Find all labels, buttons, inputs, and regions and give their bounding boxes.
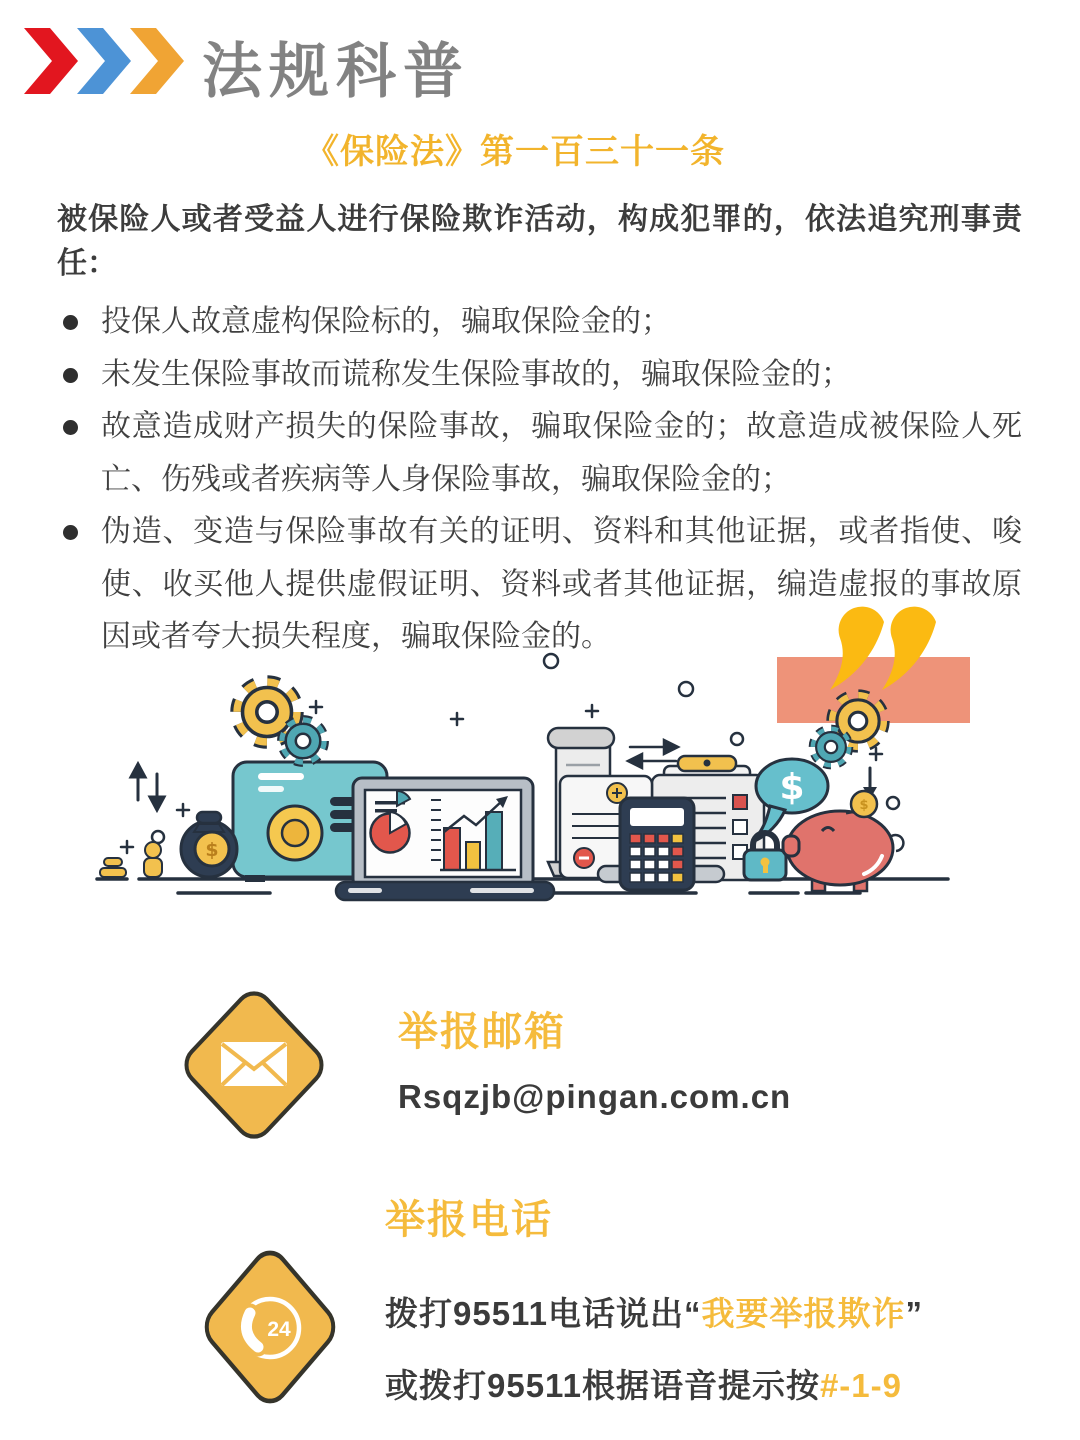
finance-illustration bbox=[88, 592, 990, 940]
laptop-chart-icon bbox=[336, 778, 554, 900]
phone-instruction-line1 bbox=[385, 1288, 923, 1335]
up-down-arrows-icon bbox=[131, 764, 164, 810]
page-title: 法规科普 bbox=[202, 38, 470, 105]
bullet-item: 伪造、变造与保险事故有关的证明、资料和其他证据，或者指使、唆使、收买他人提供虚假证明、资料或者其他证据，编造虚报的事故原因或者夸大损失程度，骗取保险金的。 bbox=[57, 506, 1022, 664]
envelope-icon bbox=[220, 1041, 288, 1087]
law-article-subtitle: 《保险法》第一百三十一条 bbox=[305, 133, 725, 171]
line2-prefix: 或拨打95511根据语音提示按 bbox=[385, 1367, 820, 1404]
triple-chevron-icon bbox=[22, 22, 190, 100]
line2-highlight: #-1-9 bbox=[819, 1367, 902, 1404]
bullet-item: 未发生保险事故而谎称发生保险事故的，骗取保险金的； bbox=[57, 349, 1022, 402]
money-bag-icon bbox=[100, 812, 237, 877]
bullet-item: 投保人故意虚构保险标的，骗取保险金的； bbox=[57, 296, 1022, 349]
bubble-dollar-glyph: $ bbox=[779, 767, 805, 808]
phone-instruction-line2 bbox=[385, 1360, 902, 1407]
line1-prefix: 拨打95511电话说出 bbox=[385, 1295, 684, 1332]
piggy-coin-glyph: $ bbox=[859, 798, 869, 813]
email-heading: 举报邮箱 bbox=[398, 1010, 566, 1054]
phone-24h-icon bbox=[225, 1283, 315, 1373]
transfer-arrows-icon bbox=[628, 740, 678, 768]
phone-heading: 举报电话 bbox=[385, 1198, 553, 1242]
article-intro: 被保险人或者受益人进行保险欺诈活动，构成犯罪的，依法追究刑事责任： bbox=[57, 203, 1022, 280]
report-email-address: Rsqzjb@pingan.com.cn bbox=[398, 1078, 792, 1115]
coin-dollar-glyph: $ bbox=[205, 839, 219, 861]
line1-quote-open: “ bbox=[683, 1295, 702, 1332]
line1-highlight: 我要举报欺诈 bbox=[701, 1295, 906, 1332]
bullet-item: 故意造成财产损失的保险事故，骗取保险金的；故意造成被保险人死亡、伤残或者疾病等人身保险事故，骗取保险金的； bbox=[57, 401, 1022, 506]
line1-quote-close: ” bbox=[905, 1295, 923, 1332]
phone-24-badge: 24 bbox=[267, 1318, 291, 1341]
